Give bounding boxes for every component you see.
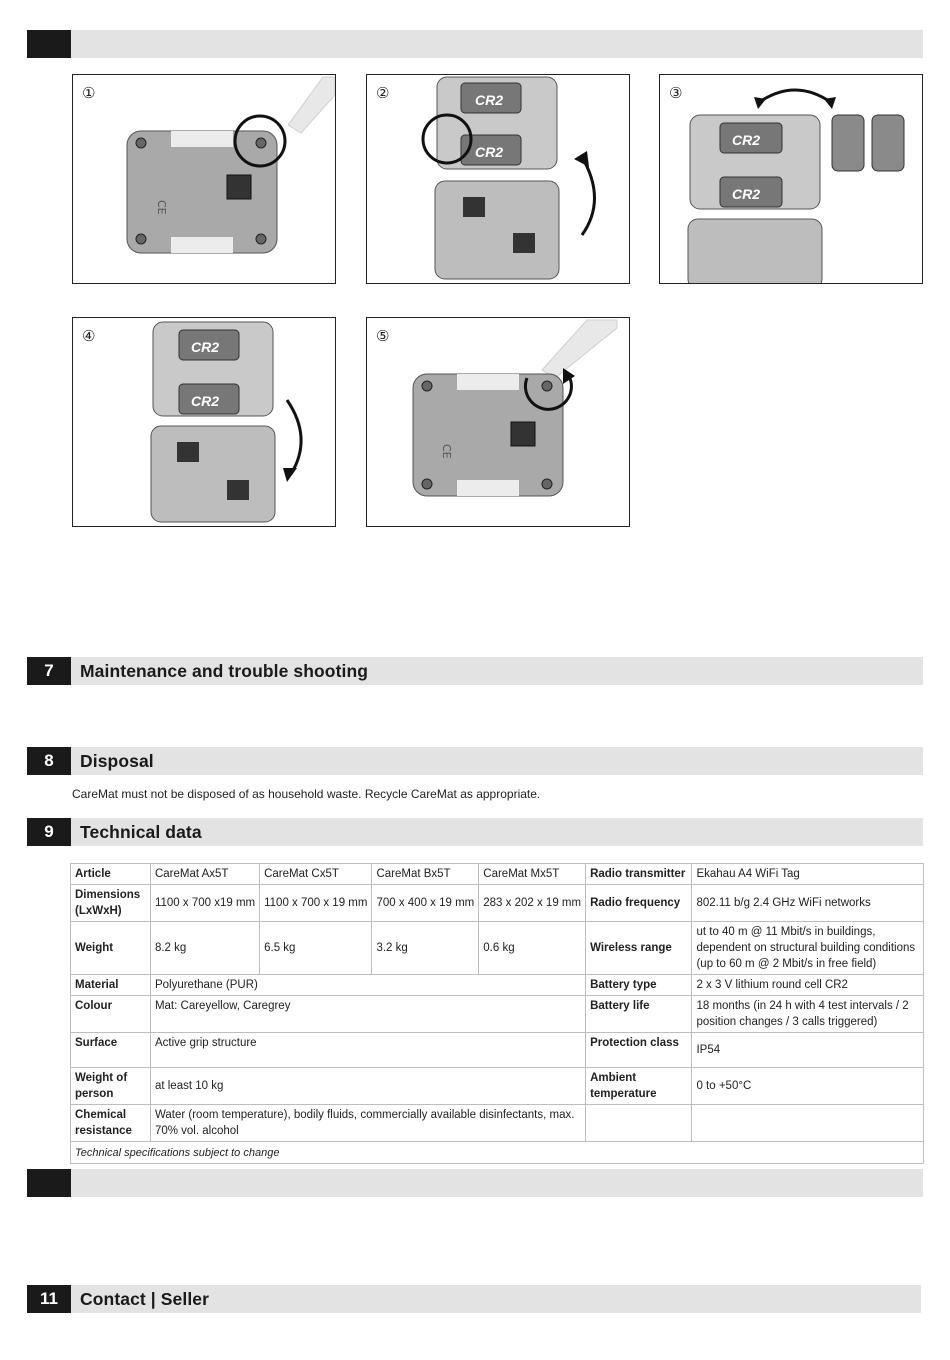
weight-of-person-label: Weight of person — [71, 1068, 151, 1105]
weight-of-person-value: at least 10 kg — [150, 1068, 585, 1105]
article-cell: CareMat Bx5T — [372, 864, 479, 885]
wireless-range-value — [692, 922, 924, 975]
section-8-header — [27, 747, 923, 775]
battery-type-value: 2 x 3 V lithium round cell CR2 — [692, 975, 924, 996]
wireless-range-line: (up to 60 m @ 2 Mbit/s in free field) — [696, 958, 877, 970]
specs-note: Technical specifications subject to change — [71, 1142, 924, 1164]
battery-label-1: CR2 — [475, 92, 504, 108]
step-4-number: ④ — [82, 327, 96, 345]
weight-cell: 3.2 kg — [372, 922, 479, 975]
protection-class-value: IP54 — [692, 1033, 924, 1068]
step-5-number: ⑤ — [376, 327, 390, 345]
blank-section-block — [27, 1169, 71, 1197]
step-5-panel — [366, 317, 630, 527]
wireless-range-line: ut to 40 m @ 11 Mbit/s in buildings, — [696, 926, 876, 938]
section-9-header — [27, 818, 923, 846]
step-2-panel — [366, 74, 630, 284]
battery-label-3: CR2 — [732, 132, 761, 148]
section-11-number: 11 — [27, 1285, 71, 1313]
radio-frequency-value: 802.11 b/g 2.4 GHz WiFi networks — [692, 885, 924, 922]
article-cell: CareMat Mx5T — [479, 864, 586, 885]
article-label: Article — [71, 864, 151, 885]
empty-cell — [586, 1105, 692, 1142]
colour-value: Mat: Careyellow, Caregrey — [150, 996, 585, 1033]
table-row — [71, 885, 924, 922]
wireless-range-label: Wireless range — [586, 922, 692, 975]
section-9-title: Technical data — [80, 822, 202, 842]
step-1-panel — [72, 74, 336, 284]
empty-cell — [692, 1105, 924, 1142]
table-row — [71, 996, 924, 1033]
battery-label-6: CR2 — [191, 393, 220, 409]
dimensions-label: Dimensions (LxWxH) — [71, 885, 151, 922]
radio-frequency-label: Radio frequency — [586, 885, 692, 922]
table-row — [71, 1068, 924, 1105]
table-row — [71, 1142, 924, 1164]
weight-cell: 0.6 kg — [479, 922, 586, 975]
svg-text:CE: CE — [440, 444, 453, 459]
step-4-panel — [72, 317, 336, 527]
screw-closing-illustration — [367, 318, 630, 527]
dimensions-cell: 283 x 202 x 19 mm — [479, 885, 586, 922]
section-11-header — [27, 1285, 921, 1313]
section-7-title: Maintenance and trouble shooting — [80, 661, 369, 681]
section-7-header — [27, 657, 923, 685]
battery-replacement-illustration — [660, 75, 923, 284]
section-11-title: Contact | Seller — [80, 1289, 210, 1309]
table-row — [71, 1105, 924, 1142]
dimensions-cell: 1100 x 700 x19 mm — [150, 885, 259, 922]
surface-label: Surface — [71, 1033, 151, 1068]
step-3-number: ③ — [669, 84, 683, 102]
chemical-resistance-label: Chemical resistance — [71, 1105, 151, 1142]
section-9-number: 9 — [27, 818, 71, 846]
svg-text:CE: CE — [155, 200, 168, 215]
battery-life-label: Battery life — [586, 996, 692, 1033]
weight-cell: 6.5 kg — [260, 922, 372, 975]
blank-section-bar — [27, 1169, 923, 1197]
article-cell: CareMat Cx5T — [260, 864, 372, 885]
table-row — [71, 864, 924, 885]
step-3-panel — [659, 74, 923, 284]
disposal-text: CareMat must not be disposed of as household waste. Recycle CareMat as appropriate. — [72, 787, 541, 801]
protection-class-label: Protection class — [586, 1033, 692, 1068]
dimensions-cell: 700 x 400 x 19 mm — [372, 885, 479, 922]
section-7-number: 7 — [27, 657, 71, 685]
battery-label-5: CR2 — [191, 339, 220, 355]
surface-value: Active grip structure — [150, 1033, 585, 1068]
material-label: Material — [71, 975, 151, 996]
chemical-resistance-value: Water (room temperature), bodily fluids, commercially available disinfectants, max. 70% vol. alcohol — [150, 1105, 585, 1142]
battery-label-4: CR2 — [732, 186, 761, 202]
weight-cell: 8.2 kg — [150, 922, 259, 975]
battery-life-value: 18 months (in 24 h with 4 test intervals / 2 position changes / 3 calls triggered) — [692, 996, 924, 1033]
radio-transmitter-value: Ekahau A4 WiFi Tag — [692, 864, 924, 885]
colour-label: Colour — [71, 996, 151, 1033]
material-value: Polyurethane (PUR) — [150, 975, 585, 996]
article-cell: CareMat Ax5T — [150, 864, 259, 885]
step-2-number: ② — [376, 84, 390, 102]
dimensions-cell: 1100 x 700 x 19 mm — [260, 885, 372, 922]
section-8-title: Disposal — [80, 751, 154, 771]
weight-label: Weight — [71, 922, 151, 975]
section-8-number: 8 — [27, 747, 71, 775]
ambient-temperature-label: Ambient temperature — [586, 1068, 692, 1105]
battery-type-label: Battery type — [586, 975, 692, 996]
step-1-number: ① — [82, 84, 96, 102]
wireless-range-line: dependent on structural building conditions — [696, 942, 916, 954]
closing-housing-illustration — [73, 318, 336, 527]
top-header-bar — [27, 30, 923, 58]
header-block — [27, 30, 71, 58]
closed-housing-illustration — [73, 75, 336, 284]
radio-transmitter-label: Radio transmitter — [586, 864, 692, 885]
table-row — [71, 975, 924, 996]
battery-label-2: CR2 — [475, 144, 504, 160]
table-row — [71, 1033, 924, 1068]
open-housing-illustration — [367, 75, 630, 284]
technical-data-table — [70, 863, 924, 1164]
table-row — [71, 922, 924, 975]
ambient-temperature-value: 0 to +50°C — [692, 1068, 924, 1105]
